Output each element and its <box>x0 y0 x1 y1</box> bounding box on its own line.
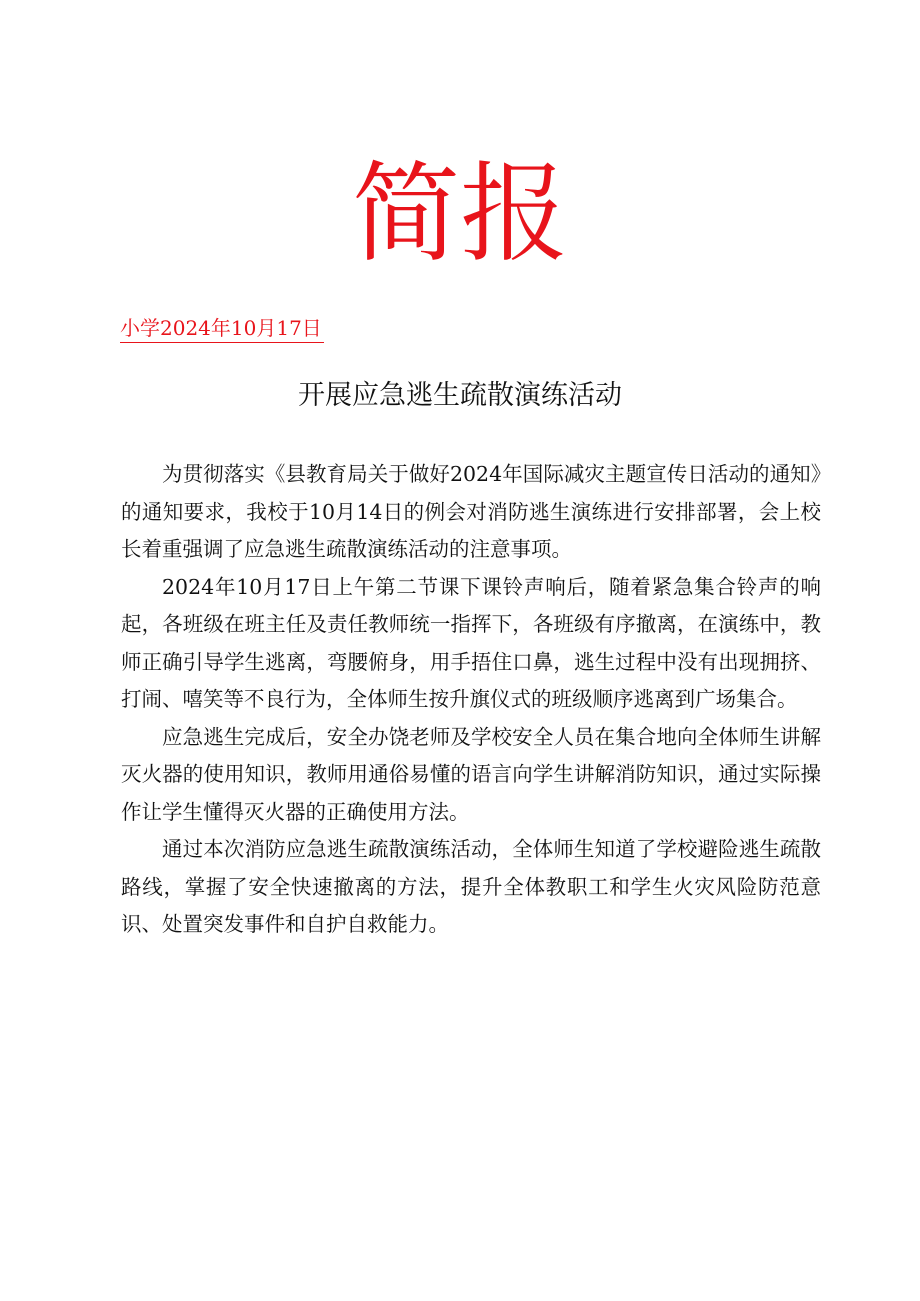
paragraph: 应急逃生完成后，安全办饶老师及学校安全人员在集合地向全体师生讲解灭火器的使用知识，教师用通俗易懂的语言向学生讲解消防知识，通过实际操作让学生懂得灭火器的正确使用方法。 <box>121 724 821 824</box>
paragraph: 为贯彻落实《县教育局关于做好2024年国际减灾主题宣传日活动的通知》的通知要求，我校于10月14日的例会对消防逃生演练进行安排部署，会上校长着重强调了应急逃生疏散演练活动的注意事项。 <box>121 462 821 561</box>
paragraph: 2024年10月17日上午第二节课下课铃声响后，随着紧急集合铃声的响起，各班级在班主任及责任教师统一指挥下，各班级有序撤离，在演练中，教师正确引导学生逃离，弯腰俯身，用手捂住口鼻，逃生过程中没有出现拥挤、打闹、嘻笑等不良行为，全体师生按升旗仪式的班级顺序逃离到广场集合。 <box>121 574 821 711</box>
masthead-title: 简报 <box>351 152 568 277</box>
dateline: 小学2024年10月17日 <box>120 314 324 343</box>
paragraph: 通过本次消防应急逃生疏散演练活动，全体师生知道了学校避险逃生疏散路线，掌握了安全快速撤离的方法，提升全体教职工和学生火灾风险防范意识、处置突发事件和自护自救能力。 <box>121 837 821 936</box>
body-text <box>121 456 821 944</box>
document-title: 开展应急逃生疏散演练活动 <box>298 380 622 411</box>
